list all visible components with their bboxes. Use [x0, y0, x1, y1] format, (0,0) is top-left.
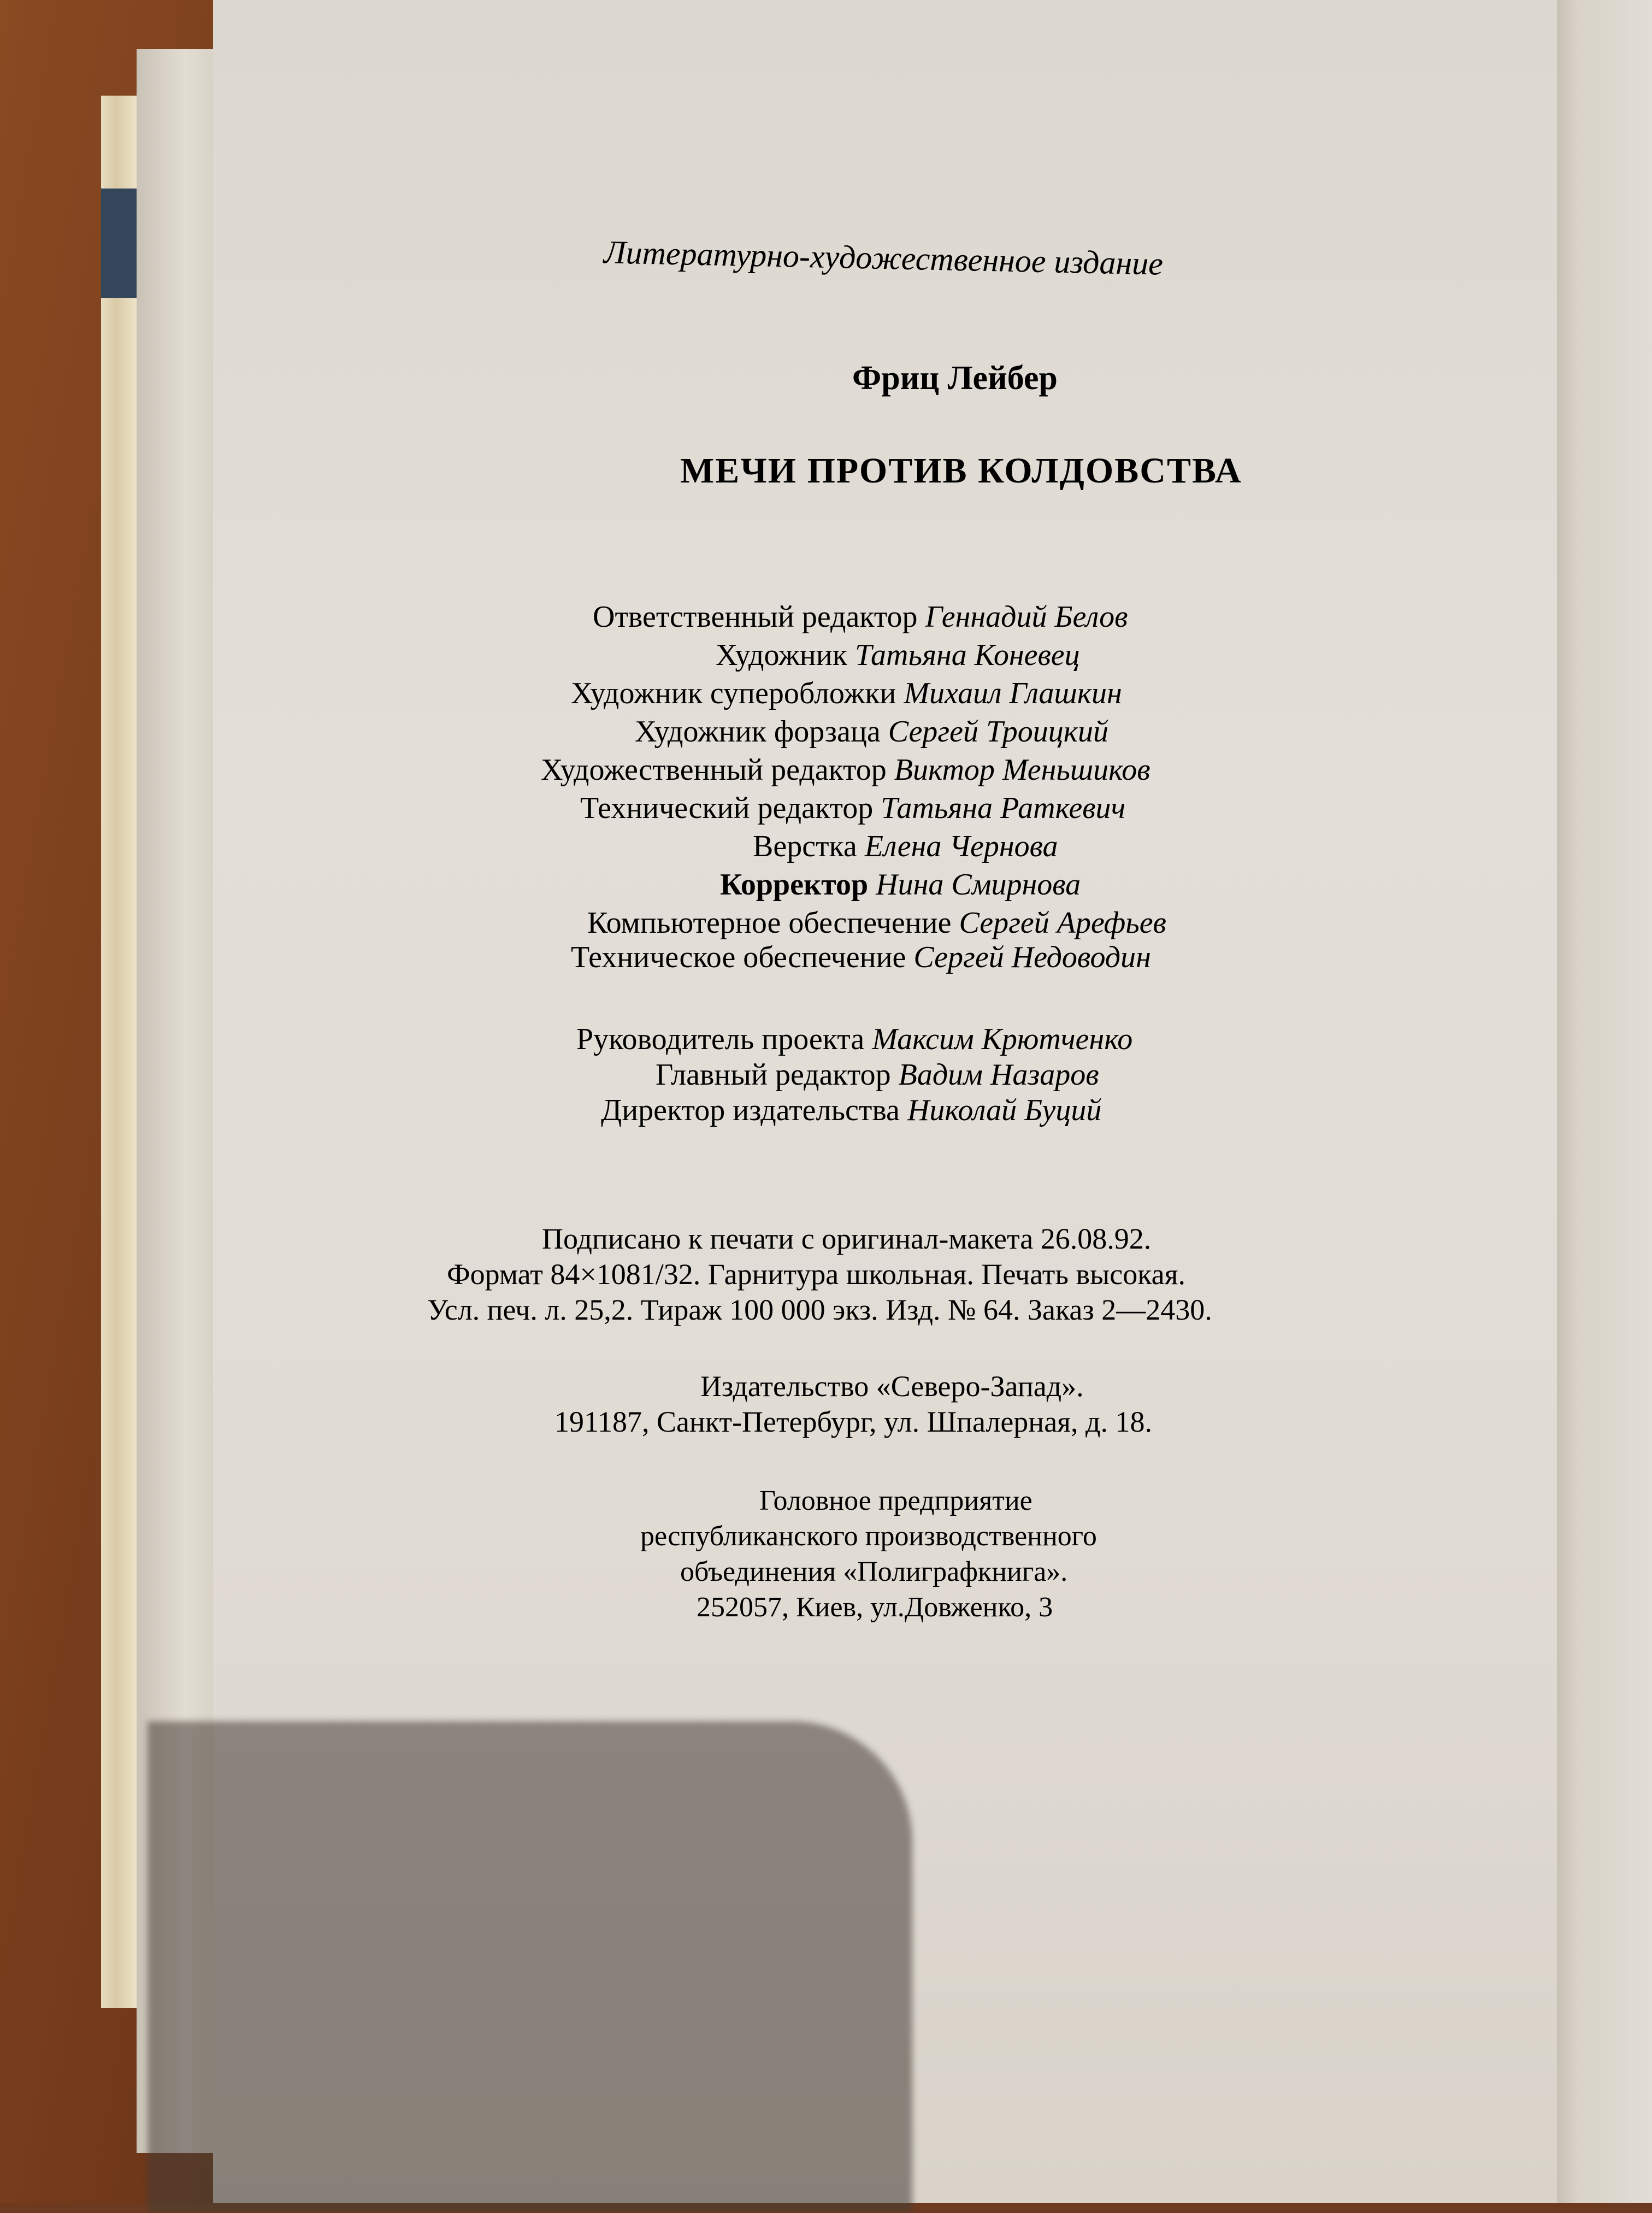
- credit-line: [587, 905, 1166, 940]
- credit-line: [541, 752, 1150, 787]
- management-name: Вадим Назаров: [898, 1058, 1099, 1092]
- management-line: [656, 1057, 1099, 1092]
- management-name: Максим Крютченко: [872, 1022, 1133, 1056]
- management-role: Директор издательства: [601, 1093, 900, 1127]
- credit-role: Художник форзаца: [635, 715, 881, 749]
- print-info-line: Формат 84×1081/32. Гарнитура школьная. Печать высокая.: [447, 1258, 1185, 1291]
- printer-line: объединения «Полиграфкнига».: [680, 1556, 1068, 1587]
- credit-name: Виктор Меньшиков: [894, 753, 1150, 787]
- credit-role: Художник: [716, 638, 847, 672]
- printer-line: 252057, Киев, ул.Довженко, 3: [697, 1592, 1053, 1623]
- credit-name: Татьяна Раткевич: [881, 791, 1126, 825]
- credit-line: [580, 791, 1125, 826]
- credit-name: Сергей Троицкий: [888, 715, 1108, 749]
- credit-name: Геннадий Белов: [925, 600, 1128, 634]
- credit-line: [720, 867, 1081, 902]
- credit-line: [635, 714, 1108, 749]
- credit-role: Техническое обеспечение: [571, 940, 906, 974]
- author-name: Фриц Лейбер: [852, 360, 1058, 397]
- credit-role: Верстка: [753, 829, 857, 863]
- publisher-line: Издательство «Северо-Запад».: [700, 1370, 1084, 1403]
- credit-name: Татьяна Коневец: [854, 638, 1080, 672]
- hand-shadow: [148, 1721, 912, 2213]
- credit-line: [716, 638, 1080, 673]
- credit-role: Художественный редактор: [541, 753, 887, 787]
- management-role: Главный редактор: [656, 1058, 891, 1092]
- management-name: Николай Буций: [907, 1093, 1102, 1127]
- spine-band: [101, 189, 137, 298]
- book-title: МЕЧИ ПРОТИВ КОЛДОВСТВА: [680, 451, 1242, 491]
- credit-line: [571, 940, 1151, 975]
- management-line: [576, 1022, 1132, 1057]
- credit-line: [593, 599, 1128, 634]
- credit-role: Компьютерное обеспечение: [587, 906, 952, 940]
- facing-page-edge: [1546, 0, 1652, 2203]
- management-role: Руководитель проекта: [576, 1022, 865, 1056]
- printer-line: Головное предприятие: [759, 1485, 1032, 1516]
- printer-line: республиканского производственного: [640, 1521, 1097, 1552]
- credit-role: Ответственный редактор: [593, 600, 918, 634]
- print-info-line: Усл. печ. л. 25,2. Тираж 100 000 экз. Изд. № 64. Заказ 2—2430.: [427, 1293, 1212, 1326]
- management-line: [601, 1093, 1101, 1128]
- credit-name: Сергей Арефьев: [959, 906, 1166, 940]
- edition-type: Литературно-художественное издание: [603, 234, 1164, 282]
- credit-line: [753, 829, 1058, 864]
- credit-name: Елена Чернова: [864, 829, 1058, 863]
- credit-name: Нина Смирнова: [876, 868, 1081, 902]
- credit-name: Сергей Недоводин: [913, 940, 1151, 974]
- book-spine: [101, 96, 139, 2008]
- credit-role: Корректор: [720, 868, 869, 902]
- credit-line: [571, 676, 1122, 711]
- credit-role: Художник суперобложки: [571, 676, 896, 710]
- credit-name: Михаил Глашкин: [904, 676, 1122, 710]
- credit-role: Технический редактор: [580, 791, 874, 825]
- publisher-line: 191187, Санкт-Петербург, ул. Шпалерная, д. 18.: [554, 1405, 1152, 1438]
- print-info-line: Подписано к печати с оригинал-макета 26.08.92.: [542, 1222, 1152, 1255]
